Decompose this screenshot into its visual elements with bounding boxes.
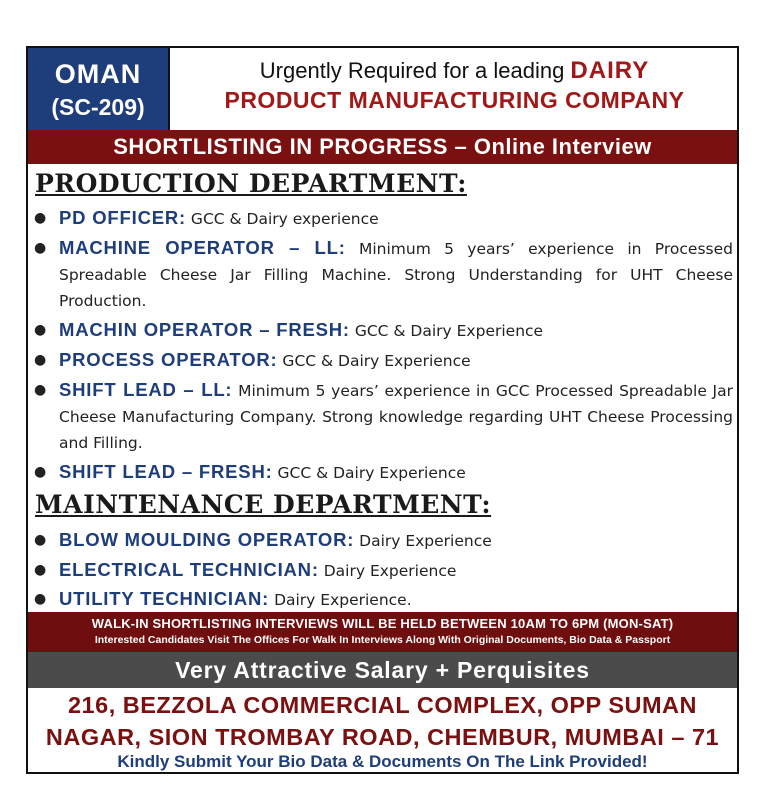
job-description: Dairy Experience. — [269, 591, 412, 609]
job-title: MACHIN OPERATOR – FRESH: — [59, 319, 350, 340]
advertisement-frame — [26, 46, 739, 774]
submit-note: Kindly Submit Your Bio Data & Documents On The Link Provided! — [117, 752, 648, 771]
address-line1: 216, BEZZOLA COMMERCIAL COMPLEX, OPP SUMAN — [67, 692, 698, 718]
job-description: GCC & Dairy Experience — [272, 464, 466, 482]
bullet-icon: ● — [34, 210, 47, 226]
list-item — [34, 205, 733, 232]
job-description: Minimum 5 years’ experience in Processed Spreadable Cheese Jar Filling Machine. Strong Understanding for UHT Cheese Production. — [59, 240, 733, 310]
bullet-icon: ● — [34, 382, 47, 398]
list-item — [34, 527, 733, 554]
list-item — [34, 347, 733, 374]
job-title: ELECTRICAL TECHNICIAN: — [59, 559, 319, 580]
headline-line1 — [172, 57, 737, 85]
bullet-icon: ● — [34, 322, 47, 338]
job-description: GCC & Dairy Experience — [277, 352, 471, 370]
walkin-line2: Interested Candidates Visit The Offices For Walk In Interviews Along With Original Documents, Bio Data & Passport — [94, 634, 671, 646]
walkin-line1: WALK-IN SHORTLISTING INTERVIEWS WILL BE HELD BETWEEN 10AM TO 6PM (MON-SAT) — [91, 616, 674, 631]
office-address — [28, 689, 737, 753]
maintenance-heading: MAINTENANCE DEPARTMENT: — [35, 490, 492, 519]
headline-prefix: Urgently Required for a leading — [259, 58, 571, 83]
salary-banner: Very Attractive Salary + Perquisites — [28, 652, 737, 688]
address-line2: NAGAR, SION TROMBAY ROAD, CHEMBUR, MUMBAI – 71 — [45, 724, 720, 750]
walkin-banner — [28, 612, 737, 652]
job-description: GCC & Dairy Experience — [349, 322, 544, 340]
list-item — [34, 459, 733, 486]
headline — [172, 48, 737, 114]
job-title: BLOW MOULDING OPERATOR: — [59, 529, 355, 550]
bullet-icon: ● — [34, 352, 47, 368]
country-name: OMAN — [54, 59, 142, 89]
country-box — [28, 48, 170, 130]
bullet-icon: ● — [34, 464, 47, 480]
job-code: (SC-209) — [51, 94, 145, 120]
list-item — [34, 586, 733, 613]
job-description: Minimum 5 years’ experience in GCC Processed Spreadable Jar Cheese Manufacturing Company. Strong knowledge regarding UHT Cheese Processing and Filling. — [59, 382, 733, 452]
bullet-icon: ● — [34, 240, 47, 256]
job-description: Dairy Experience — [318, 562, 457, 580]
job-title: UTILITY TECHNICIAN: — [59, 588, 270, 609]
list-item — [34, 377, 733, 456]
job-description: GCC & Dairy experience — [186, 210, 379, 228]
headline-highlight: DAIRY — [570, 57, 650, 84]
list-item — [34, 557, 733, 584]
list-item — [34, 235, 733, 314]
job-title: PD OFFICER: — [59, 207, 186, 228]
header — [28, 48, 737, 130]
job-title: PROCESS OPERATOR: — [59, 349, 278, 370]
job-title: SHIFT LEAD – LL: — [59, 379, 233, 400]
bullet-icon: ● — [34, 562, 47, 578]
bullet-icon: ● — [34, 532, 47, 548]
list-item — [34, 317, 733, 344]
job-title: MACHINE OPERATOR – LL: — [59, 237, 346, 258]
bullet-icon: ● — [34, 591, 47, 607]
shortlisting-banner: SHORTLISTING IN PROGRESS – Online Interview — [28, 130, 737, 164]
job-title: SHIFT LEAD – FRESH: — [59, 461, 273, 482]
production-heading: PRODUCTION DEPARTMENT: — [35, 169, 467, 198]
headline-line2: PRODUCT MANUFACTURING COMPANY — [224, 87, 685, 113]
job-description: Dairy Experience — [354, 532, 492, 550]
